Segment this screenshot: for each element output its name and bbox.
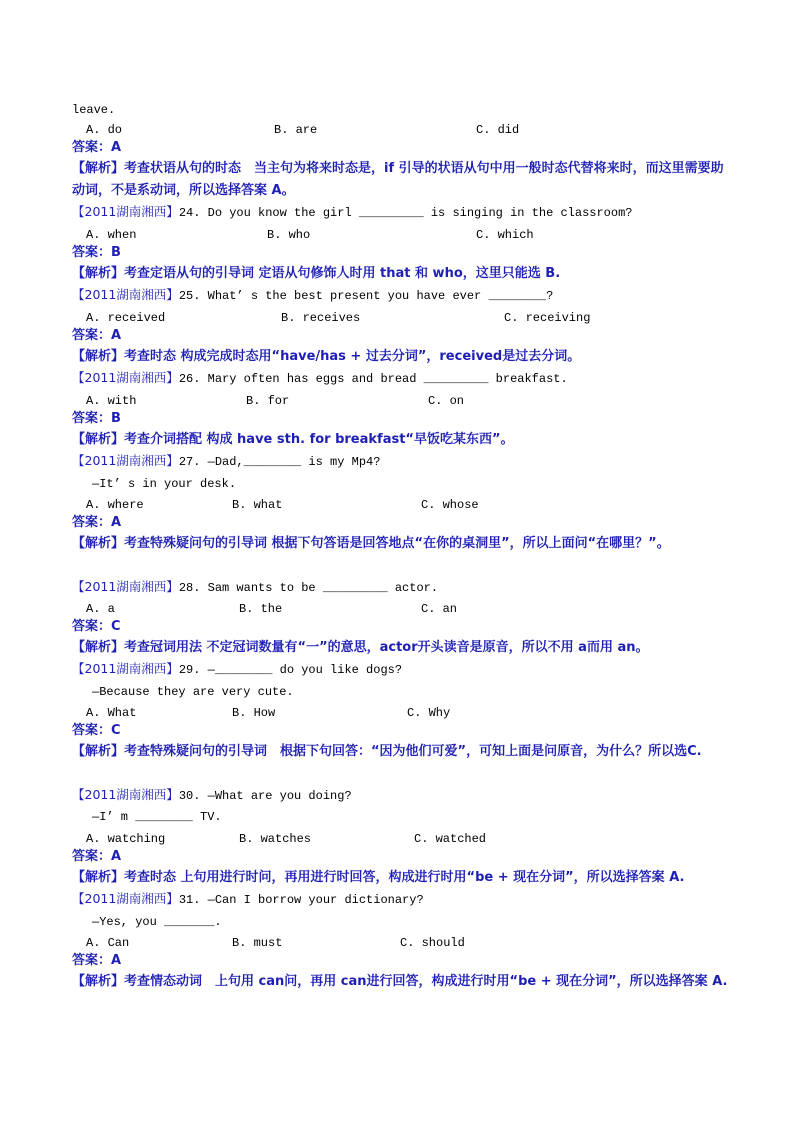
question-stem: 29. —________ do you like dogs? — [178, 663, 403, 677]
option-a: A. a — [86, 602, 115, 616]
question-stem-continuation: leave. — [72, 103, 116, 117]
option-b: B. How — [232, 706, 276, 720]
question-stem: 24. Do you know the girl _________ is singing in the classroom? — [178, 206, 633, 220]
option-a: A. with — [86, 394, 137, 408]
option-a: A. received — [86, 311, 166, 325]
option-b: B. who — [267, 228, 311, 242]
source-tag: 【2011湖南湘西】 — [72, 891, 179, 906]
option-a: A. when — [86, 228, 137, 242]
option-a: A. What — [86, 706, 137, 720]
option-b: B. receives — [281, 311, 361, 325]
explanation: 【解析】考查介词搭配 构成 have sth. for breakfast“早饭吃某东西”。 — [72, 432, 514, 447]
option-c: C. Why — [407, 706, 451, 720]
explanation: 【解析】考查特殊疑问句的引导词 根据下句答语是回答地点“在你的桌洞里”，所以上面问“在哪里？”。 — [72, 536, 670, 551]
explanation: 【解析】考查冠词用法 不定冠词数量有“一”的意思，actor开头读音是原音，所以不用 a而用 an。 — [72, 640, 649, 655]
answer: 答案：C — [72, 723, 121, 738]
option-b: B. must — [232, 936, 283, 950]
option-c: C. receiving — [504, 311, 591, 325]
answer: 答案：A — [72, 328, 122, 343]
option-a: A. watching — [86, 832, 166, 846]
source-tag: 【2011湖南湘西】 — [72, 579, 179, 594]
answer: 答案：A — [72, 849, 122, 864]
question-stem: 26. Mary often has eggs and bread _________ breakfast. — [178, 372, 568, 386]
option-c: C. which — [476, 228, 534, 242]
option-a: A. do — [86, 123, 123, 137]
dialogue-reply: —Yes, you _______. — [92, 915, 222, 929]
dialogue-reply: —Because they are very cute. — [92, 685, 294, 699]
question-line — [72, 786, 352, 805]
source-tag: 【2011湖南湘西】 — [72, 787, 179, 802]
question-line — [72, 890, 424, 909]
answer: 答案：B — [72, 245, 121, 260]
question-line — [72, 369, 568, 388]
option-c: C. an — [421, 602, 458, 616]
explanation: 【解析】考查定语从句的引导词 定语从句修饰人时用 that 和 who，这里只能选 B. — [72, 266, 561, 281]
question-line — [72, 660, 402, 679]
source-tag: 【2011湖南湘西】 — [72, 661, 179, 676]
option-b: B. what — [232, 498, 283, 512]
question-stem: 25. What’ s the best present you have ever ________? — [178, 289, 554, 303]
option-c: C. should — [400, 936, 465, 950]
question-line — [72, 286, 553, 305]
answer: 答案：C — [72, 619, 121, 634]
answer: 答案：A — [72, 140, 122, 155]
source-tag: 【2011湖南湘西】 — [72, 370, 179, 385]
explanation: 【解析】考查时态 上句用进行时问，再用进行时回答，构成进行时用“be + 现在分词”，所以选择答案 A. — [72, 870, 685, 885]
option-b: B. for — [246, 394, 290, 408]
source-tag: 【2011湖南湘西】 — [72, 453, 179, 468]
explanation: 【解析】考查情态动词 上句用 can问，再用 can进行回答，构成进行时用“be + 现在分词”，所以选择答案 A. — [72, 974, 728, 989]
option-c: C. did — [476, 123, 520, 137]
option-c: C. on — [428, 394, 465, 408]
answer: 答案：A — [72, 953, 122, 968]
question-line — [72, 452, 380, 471]
option-b: B. watches — [239, 832, 312, 846]
question-stem: 27. —Dad,________ is my Mp4? — [178, 455, 381, 469]
option-b: B. the — [239, 602, 283, 616]
option-c: C. whose — [421, 498, 479, 512]
answer: 答案：B — [72, 411, 121, 426]
question-line — [72, 578, 438, 597]
option-c: C. watched — [414, 832, 487, 846]
question-stem: 30. —What are you doing? — [178, 789, 352, 803]
answer: 答案：A — [72, 515, 122, 530]
option-a: A. Can — [86, 936, 130, 950]
explanation: 【解析】考查时态 构成完成时态用“have/has + 过去分词”，received是过去分词。 — [72, 349, 581, 364]
question-stem: 28. Sam wants to be _________ actor. — [178, 581, 439, 595]
option-a: A. where — [86, 498, 144, 512]
dialogue-reply: —I’ m ________ TV. — [92, 810, 222, 824]
explanation: 【解析】考查特殊疑问句的引导词 根据下句回答：“因为他们可爱”，可知上面是问原音，为什么？所以选C. — [72, 744, 702, 759]
question-line — [72, 203, 633, 222]
question-stem: 31. —Can I borrow your dictionary? — [178, 893, 424, 907]
option-b: B. are — [274, 123, 318, 137]
explanation: 【解析】考查状语从句的时态 当主句为将来时态是，if 引导的状语从句中用一般时态代替将来时，而这里需要助动词，不是系动词，所以选择答案 A。 — [72, 161, 724, 198]
source-tag: 【2011湖南湘西】 — [72, 287, 179, 302]
source-tag: 【2011湖南湘西】 — [72, 204, 179, 219]
dialogue-reply: —It’ s in your desk. — [92, 477, 237, 491]
